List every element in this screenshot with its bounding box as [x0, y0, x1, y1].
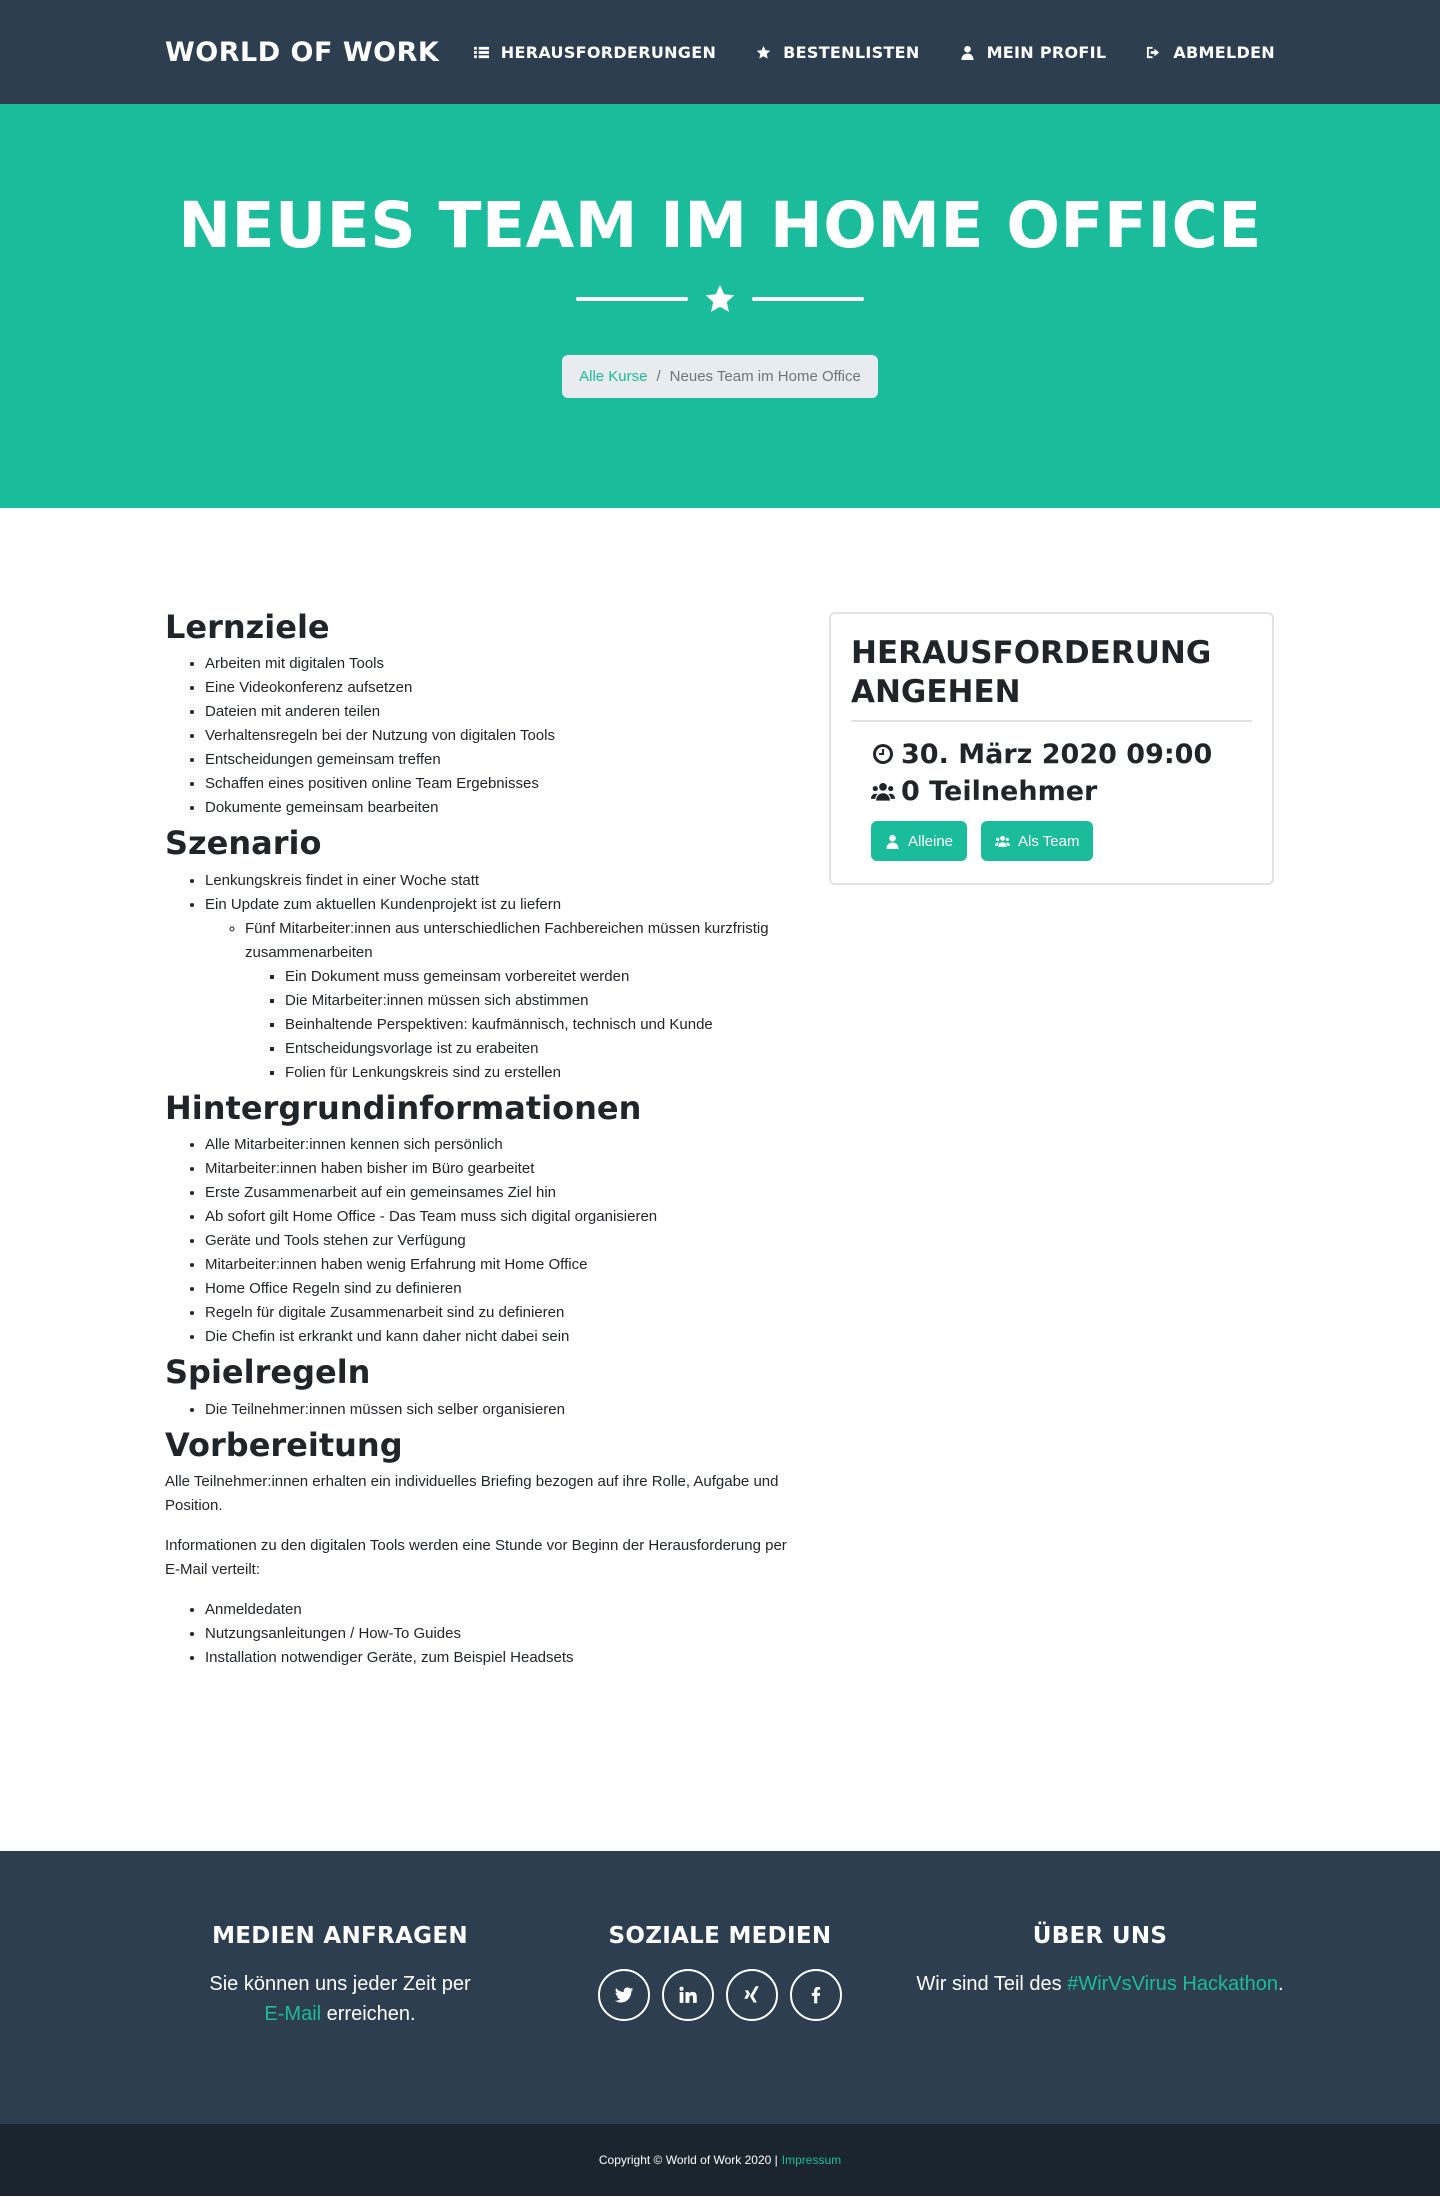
list-item: • Die Teilnehmer:innen müssen sich selber organisieren — [205, 1398, 797, 1422]
list-item: ▪ Folien für Lenkungskreis sind zu erstellen — [285, 1061, 797, 1085]
breadcrumb — [562, 355, 878, 398]
list-item: • Mitarbeiter:innen haben bisher im Büro gearbeitet — [205, 1157, 797, 1181]
footer-text-pre: Wir sind Teil des — [916, 1973, 1062, 1995]
nav-label: BESTENLISTEN — [783, 42, 920, 62]
footer — [0, 1851, 1440, 2124]
list-item: • Arbeiten mit digitalen Tools — [205, 652, 797, 676]
button-label: Als Team — [1018, 832, 1080, 850]
footer-text-pre: Sie können uns jeder Zeit per — [209, 1973, 471, 1995]
list-item: • Schaffen eines positiven online Team Ergebnisses — [205, 772, 797, 796]
social-links — [530, 1969, 910, 2021]
footer-col-medien — [150, 1923, 530, 2029]
section-hintergrund — [165, 1089, 797, 1349]
list-item: ▪ Beinhaltende Perspektiven: kaufmännisch, technisch und Kunde — [285, 1013, 797, 1037]
list-item: • Die Chefin ist erkrankt und kann daher nicht dabei sein — [205, 1325, 797, 1349]
list-item: ▪ Die Mitarbeiter:innen müssen sich abstimmen — [285, 989, 797, 1013]
xing-button[interactable] — [726, 1969, 778, 2021]
list-item: • Eine Videokonferenz aufsetzen — [205, 676, 797, 700]
challenge-card — [829, 612, 1274, 885]
card-title: HERAUSFORDERUNG ANGEHEN — [851, 634, 1252, 722]
szenario-list — [165, 869, 797, 1085]
participants-value: 0 Teilnehmer — [901, 776, 1098, 808]
nav-abmelden[interactable] — [1146, 43, 1275, 62]
list-item: • Alle Mitarbeiter:innen kennen sich persönlich — [205, 1133, 797, 1157]
alleine-button[interactable] — [871, 821, 967, 861]
section-lernziele — [165, 608, 797, 820]
als-team-button[interactable] — [981, 821, 1093, 861]
list-item: • Dokumente gemeinsam bearbeiten — [205, 796, 797, 820]
lernziele-list — [165, 652, 797, 820]
clock-icon — [871, 742, 895, 766]
section-title: Lernziele — [165, 608, 330, 646]
users-icon — [995, 834, 1010, 849]
footer-text — [150, 1969, 530, 2029]
breadcrumb-current: Neues Team im Home Office — [669, 368, 861, 385]
button-label: Alleine — [908, 832, 954, 850]
nav-label: MEIN PROFIL — [986, 42, 1107, 62]
navbar — [0, 0, 1440, 104]
list-item: • Ab sofort gilt Home Office - Das Team muss sich digital organisieren — [205, 1205, 797, 1229]
section-title: Szenario — [165, 824, 322, 863]
footer-col-about — [910, 1923, 1290, 2029]
hero-section — [0, 104, 1440, 508]
facebook-icon — [806, 1985, 826, 2005]
user-icon — [960, 45, 975, 60]
course-description — [165, 604, 797, 1851]
list-item-text: Fünf Mitarbeiter:innen aus unterschiedlichen Fachbereichen müssen kurzfristig zusammenarbeiten — [245, 919, 769, 961]
users-icon — [871, 780, 895, 804]
card-date — [871, 736, 1252, 774]
hintergrund-list — [165, 1133, 797, 1349]
list-item: • Installation notwendiger Geräte, zum Beispiel Headsets — [205, 1646, 797, 1670]
breadcrumb-separator: / — [656, 368, 661, 385]
footer-heading: SOZIALE MEDIEN — [608, 1923, 832, 1949]
nav-mein-profil[interactable] — [960, 43, 1107, 62]
facebook-button[interactable] — [790, 1969, 842, 2021]
section-spielregeln — [165, 1353, 797, 1421]
linkedin-button[interactable] — [662, 1969, 714, 2021]
list-item: • Geräte und Tools stehen zur Verfügung — [205, 1229, 797, 1253]
vorbereitung-list — [165, 1598, 797, 1670]
twitter-icon — [614, 1985, 634, 2005]
copyright-text: Copyright © World of Work 2020 | — [598, 2153, 778, 2167]
section-vorbereitung — [165, 1426, 797, 1670]
brand-logo[interactable]: WORLD OF WORK — [165, 36, 440, 68]
divider-line — [752, 297, 864, 301]
section-szenario — [165, 824, 797, 1084]
list-item: • Nutzungsanleitungen / How-To Guides — [205, 1622, 797, 1646]
card-participants — [871, 773, 1252, 811]
page-title: NEUES TEAM IM HOME OFFICE — [178, 189, 1262, 262]
list-item: • Dateien mit anderen teilen — [205, 700, 797, 724]
divider-line — [576, 297, 688, 301]
xing-icon — [742, 1985, 762, 2005]
user-icon — [885, 834, 900, 849]
spielregeln-list — [165, 1398, 797, 1422]
sign-out-icon — [1146, 45, 1161, 60]
footer-text-post: . — [1278, 1973, 1284, 1995]
footer-text-post: erreichen. — [326, 2003, 416, 2025]
footer-col-social — [530, 1923, 910, 2029]
list-item: ▪ Ein Dokument muss gemeinsam vorbereitet werden — [285, 965, 797, 989]
date-value: 30. März 2020 09:00 — [901, 738, 1213, 770]
email-link[interactable]: E-Mail — [264, 2003, 322, 2025]
footer-heading: MEDIEN ANFRAGEN — [212, 1923, 468, 1949]
list-item-text: Ein Update zum aktuellen Kundenprojekt ist zu liefern — [205, 895, 562, 913]
breadcrumb-link-alle-kurse[interactable]: Alle Kurse — [579, 368, 648, 385]
paragraph: Informationen zu den digitalen Tools werden eine Stunde vor Beginn der Herausforderung per E-Mail verteilt: — [165, 1536, 787, 1578]
list-item — [245, 917, 797, 1085]
szenario-sublist — [205, 917, 797, 1085]
list-item: • Lenkungskreis findet in einer Woche statt — [205, 869, 797, 893]
twitter-button[interactable] — [598, 1969, 650, 2021]
section-title: Vorbereitung — [165, 1425, 403, 1464]
list-item: • Mitarbeiter:innen haben wenig Erfahrung mit Home Office — [205, 1253, 797, 1277]
nav-herausforderungen[interactable] — [474, 43, 716, 62]
list-item: • Entscheidungen gemeinsam treffen — [205, 748, 797, 772]
section-title: Hintergrundinformationen — [165, 1088, 642, 1127]
hero-divider — [0, 283, 1440, 315]
main-content — [165, 508, 1275, 1851]
list-icon — [474, 45, 489, 60]
list-item — [205, 893, 797, 1085]
list-item: • Home Office Regeln sind zu definieren — [205, 1277, 797, 1301]
list-item: • Verhaltensregeln bei der Nutzung von digitalen Tools — [205, 724, 797, 748]
list-item: • Erste Zusammenarbeit auf ein gemeinsames Ziel hin — [205, 1181, 797, 1205]
hackathon-link[interactable]: #WirVsVirus Hackathon — [1067, 1973, 1279, 1995]
list-item: • Regeln für digitale Zusammenarbeit sind zu definieren — [205, 1301, 797, 1325]
star-icon — [704, 283, 736, 315]
impressum-link[interactable]: Impressum — [781, 2153, 842, 2167]
list-item: • Anmeldedaten — [205, 1598, 797, 1622]
list-item: ▪ Entscheidungsvorlage ist zu erabeiten — [285, 1037, 797, 1061]
footer-heading: ÜBER UNS — [1032, 1923, 1168, 1949]
linkedin-icon — [678, 1985, 698, 2005]
nav-label: ABMELDEN — [1173, 42, 1275, 62]
star-icon — [756, 45, 771, 60]
footer-text — [910, 1969, 1290, 1999]
copyright-bar — [0, 2124, 1440, 2196]
paragraph: Alle Teilnehmer:innen erhalten ein individuelles Briefing bezogen auf ihre Rolle, Aufgabe und Position. — [165, 1472, 779, 1514]
section-title: Spielregeln — [165, 1353, 371, 1392]
nav-label: HERAUSFORDERUNGEN — [500, 42, 717, 62]
nav-bestenlisten[interactable] — [756, 43, 919, 62]
szenario-subsublist — [245, 965, 797, 1085]
